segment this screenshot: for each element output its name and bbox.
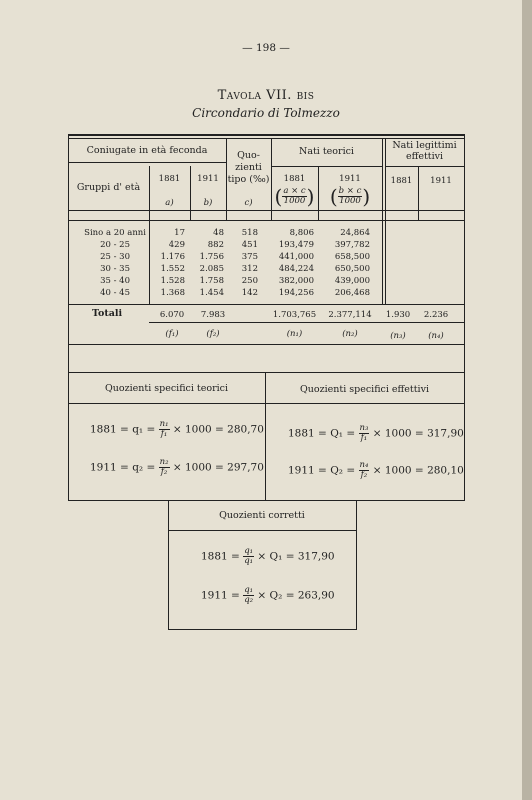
row-age: Sino a 20 anni [84, 228, 146, 238]
row-c1881: 1.528 [160, 276, 185, 286]
row-c1911: 1.756 [199, 252, 224, 262]
formula-ac-1000: ( $\frac{a \times c}{1000}$ ) [274, 184, 315, 209]
symbol-f1: (f₁) [165, 329, 179, 339]
quozienti-effettivi-header: Quozienti specifici effettivi [299, 384, 429, 395]
row-c1911: 1.454 [199, 288, 224, 298]
row-c1911: 2.085 [199, 264, 224, 274]
row-n1881: 441,000 [278, 252, 314, 262]
symbol-n1: (n₁) [286, 329, 303, 339]
symbol-f2: (f₂) [206, 329, 220, 339]
row-n1881: 194,256 [278, 288, 314, 298]
header-quozienti-2: zienti [235, 162, 262, 173]
header-eff-1881: 1881 [390, 176, 413, 186]
row-n1911: 397,782 [334, 240, 370, 250]
row-c1881: 17 [174, 228, 185, 238]
row-age: 30 - 35 [100, 264, 130, 274]
totals-n1911: 2.377,114 [328, 310, 372, 320]
formula-q2: 1911 = q₂ = $\frac{\text{n₂}}{\text{f₂}}$ × 1000 = 297,70 [90, 457, 264, 477]
quozienti-teorici-header: Quozienti specifici teorici [104, 383, 229, 394]
header-quozienti-3: tipo (‰) [227, 174, 270, 185]
header-year-1881: 1881 [158, 174, 181, 184]
row-n1911: 206,468 [334, 288, 370, 298]
row-tipo: 250 [241, 276, 258, 286]
row-n1881: 382,000 [278, 276, 314, 286]
row-n1911: 439,000 [334, 276, 370, 286]
header-col-b: b) [203, 198, 213, 208]
header-col-c: c) [244, 198, 253, 208]
totals-n1881: 1.703,765 [272, 310, 317, 320]
table-title: Tavola VII. bis [217, 88, 315, 103]
totals-e1911: 2.236 [423, 310, 449, 320]
formula-q1: 1881 = q₁ = $\frac{\text{n₁}}{\text{f₁}}$ × 1000 = 280,70 [90, 419, 264, 439]
symbol-n4: (n₄) [428, 331, 444, 341]
row-n1911: 658,500 [334, 252, 370, 262]
row-tipo: 518 [241, 228, 258, 238]
row-n1881: 8,806 [289, 228, 314, 238]
row-age: 25 - 30 [100, 252, 130, 262]
header-nati-teorici: Nati teorici [299, 146, 354, 157]
header-coniugate: Coniugate in età feconda [86, 145, 208, 156]
row-c1881: 1.552 [160, 264, 185, 274]
row-tipo: 312 [241, 264, 258, 274]
formula-bc-1000: ( $\frac{b \times c}{1000}$ ) [329, 184, 371, 209]
row-n1881: 193,479 [278, 240, 314, 250]
symbol-n3: (n₃) [390, 331, 406, 341]
header-nati-1911: 1911 [339, 174, 361, 184]
symbol-n2: (n₂) [342, 329, 358, 339]
row-c1881: 1.368 [160, 288, 185, 298]
page-number: — 198 — [242, 42, 290, 54]
row-c1911: 1.758 [199, 276, 224, 286]
row-c1881: 1.176 [160, 252, 185, 262]
row-age: 20 - 25 [100, 240, 130, 250]
header-year-1911: 1911 [197, 174, 219, 184]
totals-label: Totali [92, 308, 123, 319]
quozienti-corretti-header: Quozienti corretti [219, 510, 305, 521]
row-age: 35 - 40 [100, 276, 130, 286]
row-c1911: 882 [207, 240, 224, 250]
table-subtitle: Circondario di Tolmezzo [192, 106, 340, 120]
row-c1911: 48 [213, 228, 224, 238]
formula-Q2: 1911 = Q₂ = $\frac{\text{n₄}}{\text{f₂}}$ × 1000 = 280,10 [288, 460, 464, 480]
formula-Q1: 1881 = Q₁ = $\frac{\text{n₃}}{\text{f₁}}$ × 1000 = 317,90 [288, 423, 464, 443]
row-tipo: 142 [241, 288, 258, 298]
row-n1881: 484,224 [278, 264, 314, 274]
totals-e1881: 1.930 [385, 310, 411, 320]
formula-corretto-1881: 1881 = $\frac{\text{q₁}}{\text{q₁}}$ × Q₁ = 317,90 [201, 546, 335, 566]
totals-c1881: 6.070 [159, 310, 185, 320]
header-eff-1911: 1911 [430, 176, 452, 186]
page-edge-shadow [522, 0, 532, 800]
header-nati-1881: 1881 [283, 174, 306, 184]
row-age: 40 - 45 [100, 288, 130, 298]
formula-corretto-1911: 1911 = $\frac{\text{q₁}}{\text{q₂}}$ × Q₂ = 263,90 [201, 585, 335, 605]
header-gruppi-eta: Gruppi d' età [76, 182, 141, 193]
header-col-a: a) [165, 198, 174, 208]
totals-c1911: 7.983 [200, 310, 226, 320]
row-n1911: 24,864 [340, 228, 370, 238]
header-quozienti-1: Quo- [237, 150, 260, 161]
row-n1911: 650,500 [334, 264, 370, 274]
row-tipo: 451 [241, 240, 258, 250]
row-tipo: 375 [241, 252, 258, 262]
row-c1881: 429 [168, 240, 185, 250]
header-nati-legittimi: Nati legittimi effettivi [392, 140, 457, 162]
